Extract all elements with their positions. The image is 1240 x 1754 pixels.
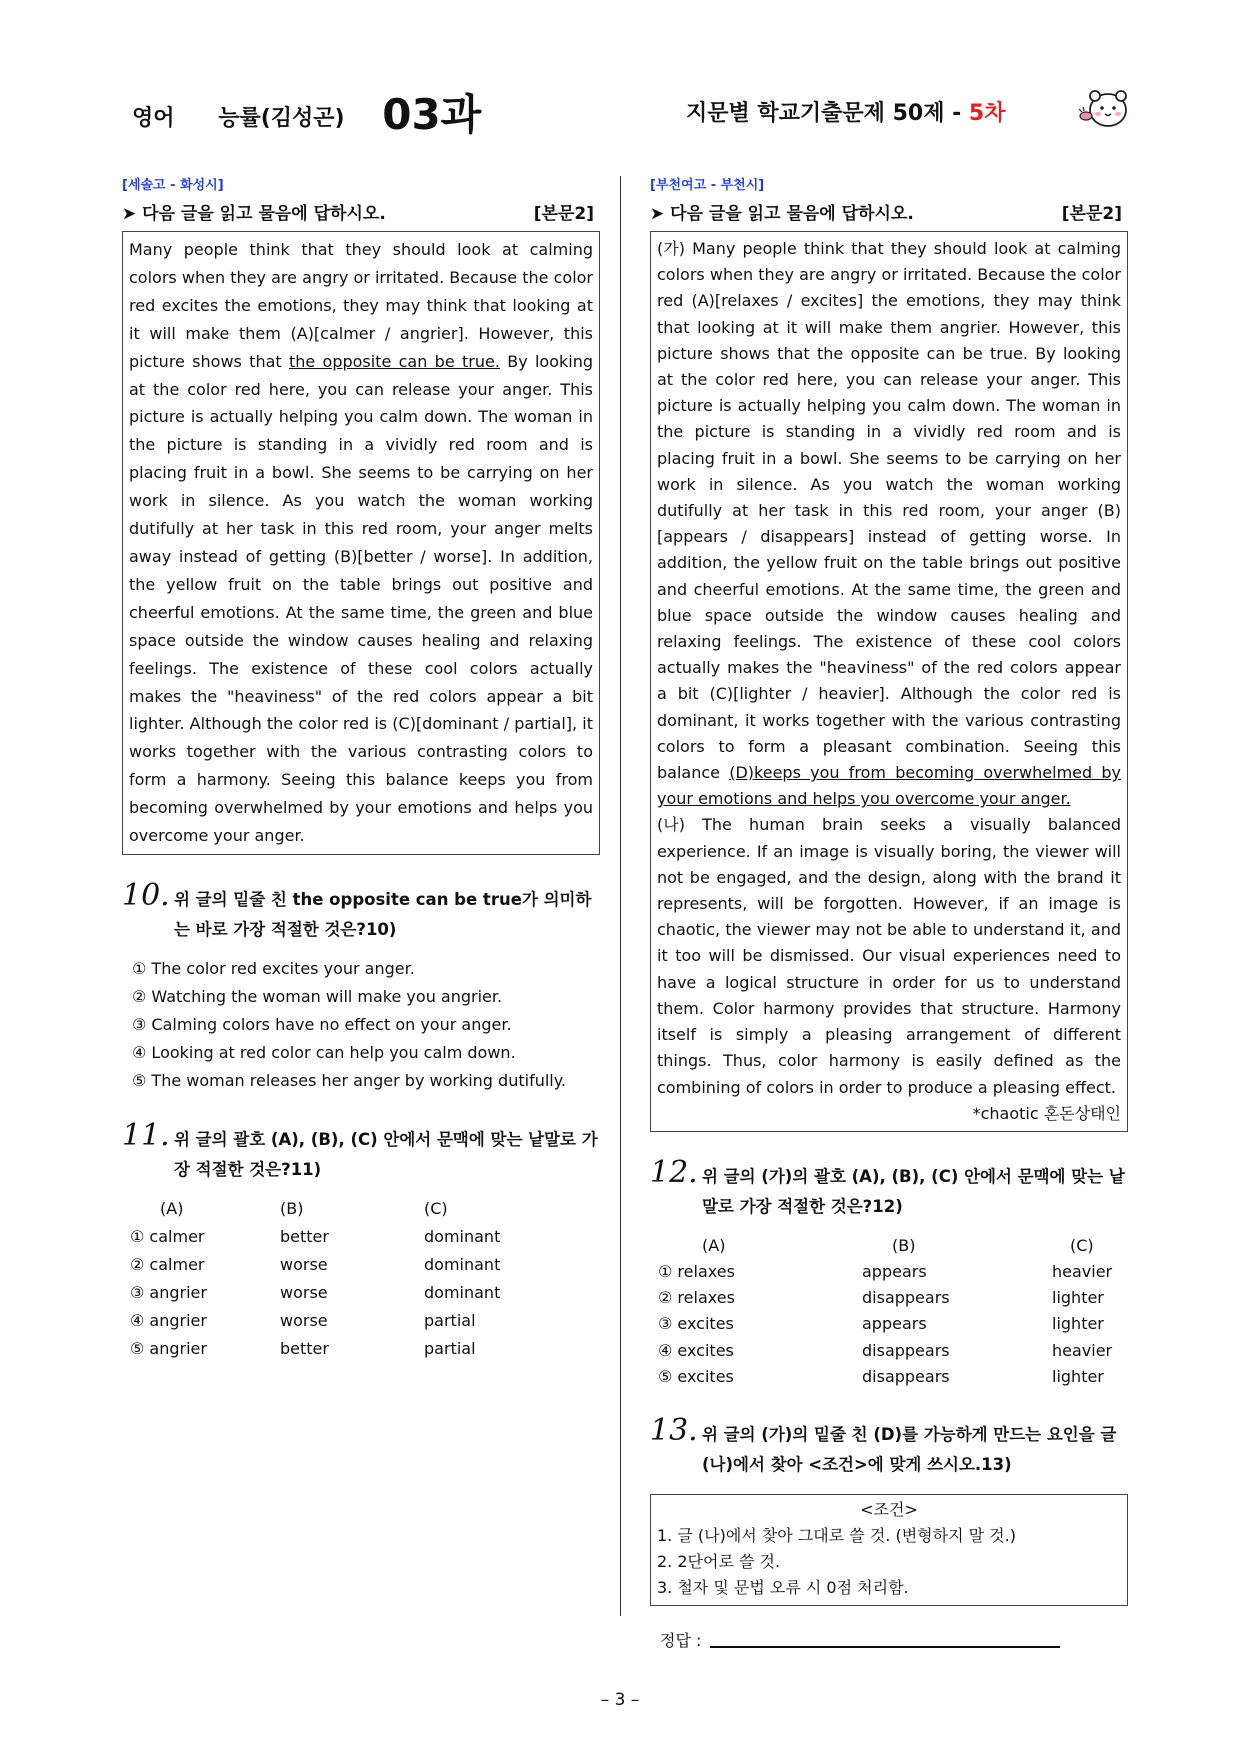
passage-text: Many people think that they should look at calming colors when they are angry or irritated. Because the color red excites the emotions, they may think that looking at it will make them (A)[calmer / angrier]. However, this picture shows that [129, 240, 593, 371]
choice-row[interactable] [130, 1279, 500, 1307]
option-4[interactable]: ④ Looking at red color can help you calm down. [132, 1042, 516, 1062]
page-number: – 3 – [600, 1690, 640, 1710]
choice-row[interactable] [658, 1311, 1112, 1337]
question-title [122, 1117, 600, 1185]
question-number: 11. [122, 1117, 170, 1153]
question-text: 위 글의 괄호 (A), (B), (C) 안에서 문맥에 맞는 낱말로 가장 적절한 것은?11) [174, 1129, 598, 1179]
choice-c: heavier [1052, 1261, 1113, 1281]
answer-blank[interactable] [710, 1646, 1060, 1648]
option-1[interactable]: ① The color red excites your anger. [132, 958, 415, 978]
choice-a: ② relaxes [658, 1288, 735, 1308]
choice-c: dominant [424, 1227, 501, 1247]
condition-item: 3. 철자 및 문법 오류 시 0점 처리함. [657, 1577, 909, 1597]
bear-mascot-icon [1078, 86, 1130, 130]
choice-b: worse [280, 1255, 328, 1275]
source-label: [부천여고 - 부천시] [650, 178, 765, 193]
passage-text-b: (나) The human brain seeks a visually balanced experience. If an image is visually boring, the viewer will not be engaged, and the design, along with the brand it represents, will be forgotten. However, if an image is chaotic, the viewer may not be able to understand it, and it too will be dismissed. Our visual experiences need to have a logical structure in order for us to understand them. Color harmony provides that structure. Harmony itself is simply a pleasing arrangement of different things. Thus, color harmony is easily defined as the combining of colors in order to produce a pleasing effect. [657, 815, 1121, 1097]
choice-row[interactable] [658, 1285, 1112, 1311]
choice-c: dominant [424, 1255, 501, 1275]
footnote: *chaotic 혼돈상태인 [972, 1103, 1121, 1123]
choice-b: better [280, 1339, 329, 1359]
column-divider [620, 176, 621, 1616]
choice-c: lighter [1052, 1367, 1104, 1387]
choice-row[interactable] [130, 1251, 500, 1279]
choice-b: better [280, 1227, 329, 1247]
choice-a: ③ angrier [130, 1283, 207, 1303]
choice-row[interactable] [130, 1307, 500, 1335]
choice-c: partial [424, 1339, 476, 1359]
round-label: 5차 [968, 101, 1006, 126]
option-list [122, 955, 600, 1095]
instruction-text: ➤ 다음 글을 읽고 물음에 답하시오. [122, 204, 386, 224]
question-text: 위 글의 (가)의 괄호 (A), (B), (C) 안에서 문맥에 맞는 낱말로 가장 적절한 것은?12) [702, 1166, 1125, 1216]
series-title: 지문별 학교기출문제 50제 - [686, 101, 962, 126]
choice-c: heavier [1052, 1340, 1113, 1360]
answer-label: 정답 : [660, 1630, 702, 1650]
header-b: (B) [280, 1199, 304, 1219]
choice-a: ② calmer [130, 1255, 205, 1275]
underlined-phrase: (D)keeps you from becoming overwhelmed by your emotions and helps you overcome your anger. [657, 763, 1122, 809]
left-column [122, 174, 600, 1363]
choice-b: worse [280, 1283, 328, 1303]
choice-b: worse [280, 1311, 328, 1331]
question-title [122, 877, 600, 945]
choice-b: appears [862, 1261, 927, 1281]
choice-c: partial [424, 1311, 476, 1331]
passage-box [650, 231, 1128, 1132]
choice-a: ④ angrier [130, 1311, 207, 1331]
choice-row[interactable] [130, 1223, 500, 1251]
right-column [650, 174, 1128, 1651]
choice-b: disappears [862, 1288, 950, 1308]
header-c: (C) [1070, 1235, 1094, 1255]
question-number: 10. [122, 877, 170, 913]
choice-a: ⑤ angrier [130, 1339, 207, 1359]
subject-label: 영어 [132, 106, 175, 131]
question-text: 위 글의 밑줄 친 the opposite can be true가 의미하는 바로 가장 적절한 것은?10) [174, 889, 592, 939]
passage-text-cont: By looking at the color red here, you can release your anger. This picture is actually helping you calm down. The woman in the picture is standing in a vividly red room and is placing fruit in a bowl. She seems to be carrying on her work in silence. As you watch the woman working dutifully at her task in this red room, your anger melts away instead of getting (B)[better / worse]. In addition, the yellow fruit on the table brings out positive and cheerful emotions. At the same time, the green and blue space outside the window causes healing and relaxing feelings. The existence of these cool colors actually makes the "heaviness" of the red colors appear a bit lighter. Although the color red is (C)[dominant / partial], it works together with the various contrasting colors to form a harmony. Seeing this balance keeps you from becoming overwhelmed by your emotions and helps you overcome your anger. [129, 351, 594, 846]
instruction [650, 199, 1128, 223]
question-text: 위 글의 (가)의 밑줄 친 (D)를 가능하게 만드는 요인을 글 (나)에서 찾아 <조건>에 맞게 쓰시오.13) [702, 1424, 1117, 1474]
choice-a: ① calmer [130, 1227, 205, 1247]
instruction [122, 199, 600, 223]
choice-b: appears [862, 1314, 927, 1334]
question-title [650, 1154, 1128, 1222]
question-number: 13. [650, 1412, 698, 1448]
header-b: (B) [892, 1235, 916, 1255]
page-header-left [132, 82, 481, 142]
header-c: (C) [424, 1199, 448, 1219]
instruction-text: ➤ 다음 글을 읽고 물음에 답하시오. [650, 204, 914, 224]
option-5[interactable]: ⑤ The woman releases her anger by working dutifully. [132, 1070, 566, 1090]
choice-a: ⑤ excites [658, 1367, 734, 1387]
lesson-label: 03과 [382, 90, 482, 139]
passage-box [122, 231, 600, 855]
choice-table [130, 1195, 500, 1363]
passage-text: (가) Many people think that they should look at calming colors when they are angry or irritated. Because the color red (A)[relaxes / excites] the emotions, they may think that looking at it will make them angrier. However, this picture shows that the opposite can be true. By looking at the color red here, you can release your anger. This picture is actually helping you calm down. The woman in the picture is standing in a vividly red room and is placing fruit in a bowl. She seems to be carrying on her work in silence. As you watch the woman working dutifully at her task in this red room, your anger (B)[appears / disappears] instead of getting worse. In addition, the yellow fruit on the table brings out positive and cheerful emotions. At the same time, the green and blue space outside the window causes healing and relaxing feelings. The existence of these cool colors actually makes the "heaviness" of the red colors appear a bit (C)[lighter / heavier]. Although the color red is dominant, it works together with the various contrasting colors to form a pleasant combination. Seeing this balance [657, 239, 1121, 783]
question-title [650, 1412, 1128, 1480]
publisher-label: 능률(김성곤) [218, 106, 345, 131]
header-a: (A) [702, 1235, 726, 1255]
question-11 [122, 1117, 600, 1363]
answer-row [650, 1628, 1128, 1651]
passage-tag: [본문2] [533, 204, 594, 224]
option-3[interactable]: ③ Calming colors have no effect on your anger. [132, 1014, 512, 1034]
source-label: [세솔고 - 화성시] [122, 178, 224, 193]
header-a: (A) [160, 1199, 184, 1219]
underlined-phrase: the opposite can be true. [288, 351, 500, 371]
page-header-right [686, 96, 1005, 127]
question-10 [122, 877, 600, 1095]
choice-table [658, 1232, 1112, 1390]
choice-row[interactable] [130, 1335, 500, 1363]
question-number: 12. [650, 1154, 698, 1190]
condition-item: 1. 글 (나)에서 찾아 그대로 쓸 것. (변형하지 말 것.) [657, 1525, 1016, 1545]
choice-row[interactable] [658, 1258, 1112, 1284]
choice-c: dominant [424, 1283, 501, 1303]
question-13 [650, 1412, 1128, 1651]
choice-header-row [130, 1195, 500, 1223]
choice-row[interactable] [658, 1337, 1112, 1363]
condition-item: 2. 2단어로 쓸 것. [657, 1551, 781, 1571]
option-2[interactable]: ② Watching the woman will make you angrier. [132, 986, 503, 1006]
choice-a: ③ excites [658, 1314, 734, 1334]
choice-header-row [658, 1232, 1112, 1258]
choice-row[interactable] [658, 1363, 1112, 1389]
choice-c: lighter [1052, 1314, 1104, 1334]
condition-title: <조건> [860, 1499, 918, 1519]
choice-c: lighter [1052, 1288, 1104, 1308]
condition-box [650, 1494, 1128, 1606]
choice-a: ④ excites [658, 1340, 734, 1360]
choice-b: disappears [862, 1340, 950, 1360]
question-12 [650, 1154, 1128, 1390]
passage-tag: [본문2] [1061, 204, 1122, 224]
choice-a: ① relaxes [658, 1261, 735, 1281]
choice-b: disappears [862, 1367, 950, 1387]
